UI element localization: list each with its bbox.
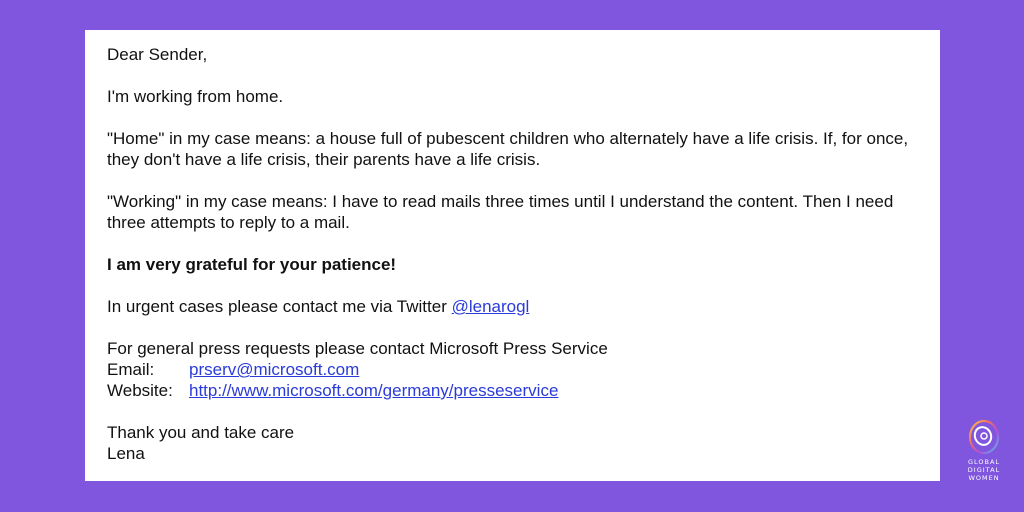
- closing-line: Thank you and take care: [107, 423, 295, 442]
- logo-line: DIGITAL: [967, 466, 1001, 474]
- email-label: Email:: [107, 360, 155, 379]
- twitter-link[interactable]: @lenarogl: [451, 297, 530, 316]
- website-row: [107, 380, 922, 401]
- press-intro: For general press requests please contact Microsoft Press Service: [107, 339, 608, 358]
- email-card: [85, 30, 940, 481]
- email-link[interactable]: prserv@microsoft.com: [189, 360, 360, 379]
- greeting: Dear Sender,: [107, 45, 208, 64]
- global-digital-women-logo: [962, 418, 1006, 490]
- home-paragraph: "Home" in my case means: a house full of pubescent children who alternately have a life crisis. If, for once, they don't have a life crisis, their parents have a life crisis.: [107, 129, 909, 169]
- website-label: Website:: [107, 381, 173, 400]
- working-paragraph: "Working" in my case means: I have to read mails three times until I understand the content. Then I need three attempts to reply to a mail.: [107, 192, 894, 232]
- urgent-line: [107, 296, 922, 317]
- website-link[interactable]: http://www.microsoft.com/germany/presseservice: [189, 381, 559, 400]
- urgent-text: In urgent cases please contact me via Twitter: [107, 297, 447, 316]
- grateful-line: I am very grateful for your patience!: [107, 255, 397, 274]
- logo-line: WOMEN: [968, 474, 1000, 482]
- logo-line: GLOBAL: [967, 458, 1001, 466]
- logo-wordmark: [962, 458, 1006, 482]
- spiral-circle-icon: [962, 418, 1006, 458]
- email-row: [107, 359, 922, 380]
- working-from-home-line: I'm working from home.: [107, 87, 284, 106]
- signature: Lena: [107, 444, 145, 463]
